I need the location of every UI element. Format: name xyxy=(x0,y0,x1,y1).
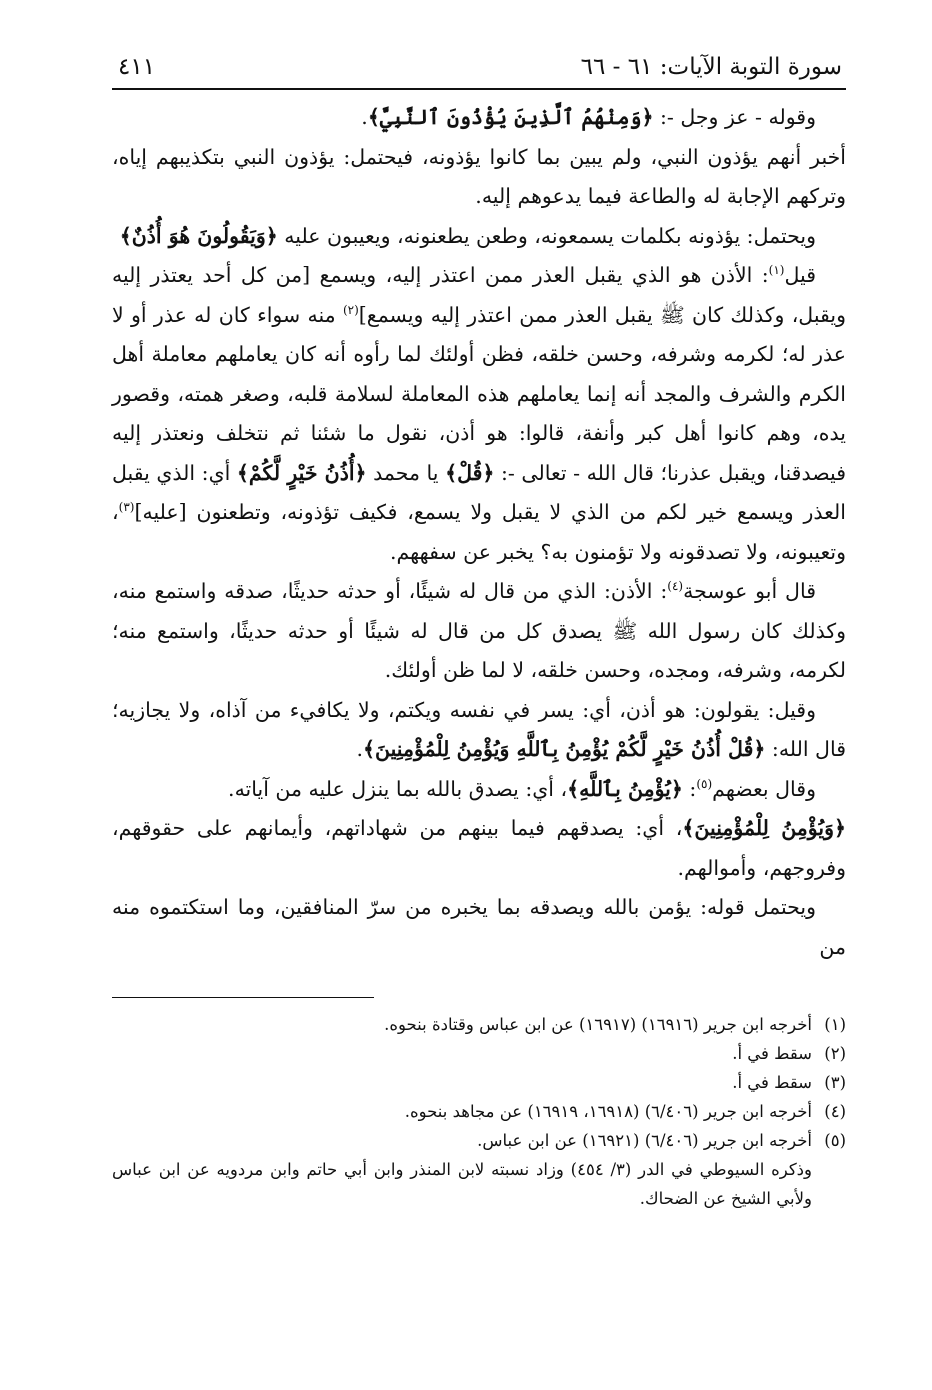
footnote xyxy=(112,1097,846,1126)
footnote xyxy=(112,1126,846,1155)
footnote-number: (١) xyxy=(824,1015,846,1034)
footnote xyxy=(112,1039,846,1068)
footnote-marker: (٣) xyxy=(118,500,135,515)
footnote-number: (٣) xyxy=(824,1073,846,1092)
text-run: ، أي: يصدقهم فيما بينهم من شهاداتهم، وأيمانهم على حقوقهم، وفروجهم، وأموالهم. xyxy=(112,816,846,880)
text-run: وقال بعضهم xyxy=(712,776,816,801)
paragraph xyxy=(112,138,846,217)
footnote-marker: (١) xyxy=(768,263,785,278)
paragraph xyxy=(112,770,846,810)
quran-verse: ﴿قُلْ﴾ xyxy=(445,460,495,485)
footnote-text: أخرجه ابن جرير (٦/٤٠٦) (١٦٩٢١) عن ابن عباس. xyxy=(477,1131,812,1150)
text-run: منه سواء كان له عذر أو لا عذر له؛ لكرمه وشرفه، وحسن خلقه، فظن أولئك لما رأوه أنه كان يعاملهم معاملة أهل الكرم والشرف والمجد أنه إنما يعاملهم هذه المعاملة لسلامة قلبه، وصغر همته، وقصور يده، وهم كانوا أهل كبر وأنفة، قالوا: هو أذن، نقول ما شئنا ثم نتخلف ونعتذر إليه فيصدقنا، ويقبل عذرنا؛ قال الله - تعالى -: xyxy=(112,302,847,485)
footnote-number: (٥) xyxy=(824,1131,846,1150)
footnote-continuation: وذكره السيوطي في الدر (٣/ ٤٥٤) وزاد نسبته لابن المنذر وابن أبي حاتم وابن مردويه عن ابن عباس ولأبي الشيخ عن الضحاك. xyxy=(112,1160,812,1208)
text-run: : xyxy=(682,776,697,801)
text-run: . xyxy=(356,737,363,761)
paragraph xyxy=(112,809,846,888)
main-text xyxy=(112,98,846,967)
text-run: يا محمد xyxy=(366,460,446,485)
footnote xyxy=(112,1068,846,1097)
text-run: وقوله - عز وجل -: xyxy=(653,105,816,129)
text-run: وقيل: يقولون: هو أذن، أي: يسر في نفسه ويكتم، ولا يكافيء من آذاه، ولا يجازيه؛ قال الله: xyxy=(112,697,846,761)
text-run: ويحتمل قوله: يؤمن بالله ويصدقه بما يخبره من سرّ المنافقين، وما استكتموه منه من xyxy=(112,895,846,959)
quran-verse: ﴿وَيُؤْمِنُ لِلْمُؤْمِنِينَ﴾ xyxy=(682,816,846,840)
footnote-text: سقط في أ. xyxy=(732,1044,812,1063)
quran-verse: ﴿وَيَقُولُونَ هُوَ أُذُنٌ﴾ xyxy=(119,223,278,248)
paragraph xyxy=(112,256,846,572)
footnote-text: أخرجه ابن جرير (٦/٤٠٦) (١٦٩١٨، ١٦٩١٩) عن مجاهد بنحوه. xyxy=(404,1102,812,1121)
paragraph xyxy=(112,691,846,770)
footnote-marker: (٤) xyxy=(667,579,684,594)
paragraph xyxy=(112,572,846,691)
footnote xyxy=(112,1010,846,1039)
footnote-marker: (٢) xyxy=(342,302,359,317)
paragraph xyxy=(112,217,846,257)
text-run: ويحتمل: يؤذونه بكلمات يسمعونه، وطعن يطعنونه، ويعيبون عليه xyxy=(277,223,816,248)
text-run: : الأذن هو الذي يقبل العذر ممن اعتذر إليه، ويسمع [من كل أحد يعتذر إليه ويقبل، وكذلك كان ﷺ يقبل العذر ممن اعتذر إليه ويسمع] xyxy=(112,263,846,327)
paragraph xyxy=(112,98,846,138)
text-run: : الأذن: الذي من قال له شيئًا، أو حدثه حديثًا، صدقه واستمع منه، وكذلك كان رسول الله ﷺ يصدق كل من قال له شيئًا أو حدثه حديثًا، واستمع منه؛ لكرمه، وشرفه، ومجده، وحسن خلقه، لا لما ظن أولئك. xyxy=(112,579,846,682)
page-number: ٤١١ xyxy=(118,54,156,80)
footnote-text: أخرجه ابن جرير (١٦٩١٦) (١٦٩١٧) عن ابن عباس وقتادة بنحوه. xyxy=(384,1015,812,1034)
text-run: قال أبو عوسجة xyxy=(683,579,816,603)
footnote-separator xyxy=(112,997,374,998)
text-run: أي: الذي يقبل العذر ويسمع خير لكم من الذي لا يقبل ولا يسمع، فكيف تؤذونه، وتطعنون [عليه] xyxy=(112,460,846,524)
footnotes xyxy=(112,1010,846,1155)
quran-verse: ﴿قُلْ أُذُنُ خَيْرٍ لَّكُمْ يُؤْمِنُ بِٱللَّهِ وَيُؤْمِنُ لِلْمُؤْمِنِينَ﴾ xyxy=(362,737,766,761)
paragraph xyxy=(112,888,846,967)
footnote-number: (٢) xyxy=(824,1044,846,1063)
footnote-text: سقط في أ. xyxy=(732,1073,812,1092)
quran-verse: ﴿يُؤْمِنُ بِٱللَّهِ﴾ xyxy=(567,776,683,801)
text-run: قيل xyxy=(784,263,816,287)
text-run: ، وتعيبونه، ولا تصدقونه ولا تؤمنون به؟ يخبر عن سفههم. xyxy=(112,500,846,564)
text-run: أخبر أنهم يؤذون النبي، ولم يبين بما كانوا يؤذونه، فيحتمل: يؤذون النبي بتكذيبهم إياه، وتركهم الإجابة له والطاعة فيما يدعوهم إليه. xyxy=(112,144,846,208)
footnote-marker: (٥) xyxy=(696,776,713,791)
quran-verse: ﴿وَمِنْهُمُ ٱلَّذِينَ يُؤْذُونَ ٱلنَّبِيَّ﴾ xyxy=(367,105,654,129)
text-run: ، أي: يصدق بالله بما ينزل عليه من آياته. xyxy=(228,776,568,801)
quran-verse: ﴿أُذُنُ خَيْرٍ لَّكُمْ﴾ xyxy=(236,460,367,485)
running-header xyxy=(112,52,846,90)
text-run: . xyxy=(361,105,368,129)
footnote-number: (٤) xyxy=(824,1102,846,1121)
chapter-title: سورة التوبة الآيات: ٦١ - ٦٦ xyxy=(580,54,842,80)
